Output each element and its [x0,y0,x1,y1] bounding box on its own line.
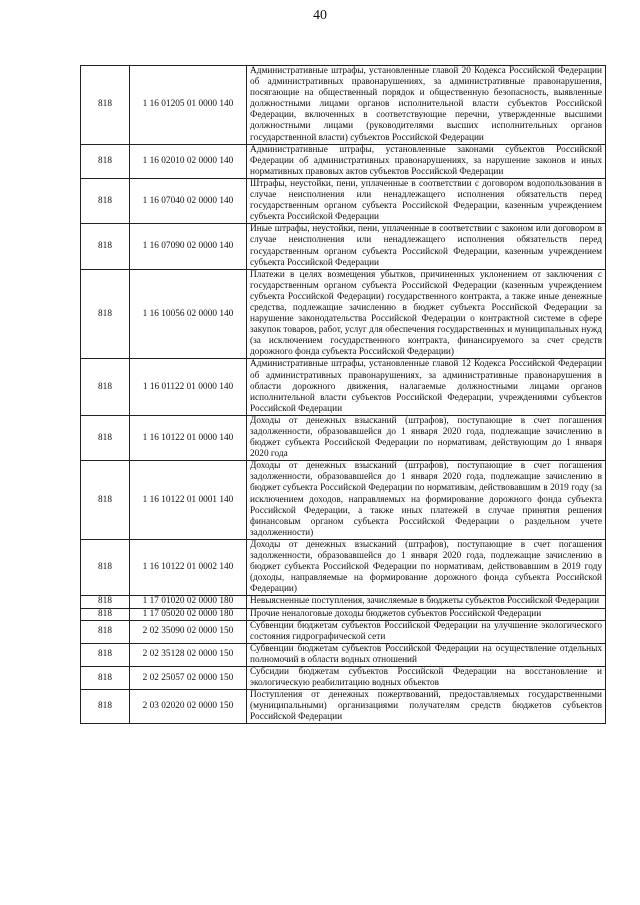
income-name-cell: Прочие неналоговые доходы бюджетов субъектов Российской Федерации [247,608,606,620]
admin-code-cell: 818 [81,596,130,608]
income-name-cell: Доходы от денежных взысканий (штрафов), поступающие в счет погашения задолженности, образовавшейся до 1 января 2020 года, подлежащие зачислению в бюджет субъекта Российской Федерации по нормативам, действовавшим в 2019 году (за исключением доходов, направляемых на формирование дорожного фонда субъекта Российской Федерации, а также иных платежей в случае принятия решения финансовым органом субъекта Российской Федерации о раздельном учете задолженности) [247,461,606,540]
budget-code-cell: 2 02 35090 02 0000 150 [130,620,247,643]
table-row [81,596,606,608]
table-row [81,415,606,460]
budget-code-cell: 1 16 01205 01 0000 140 [130,66,247,145]
budget-code-cell: 1 16 10122 01 0002 140 [130,539,247,595]
income-name-cell: Субвенции бюджетам субъектов Российской Федерации на улучшение экологического состояния гидрографической сети [247,620,606,643]
budget-code-cell: 2 03 02020 02 0000 150 [130,690,247,724]
budget-code-cell: 2 02 25057 02 0000 150 [130,666,247,689]
income-name-cell: Административные штрафы, установленные главой 12 Кодекса Российской Федерации об административных правонарушениях, за административные правонарушения в области дорожного движения, налагаемые должностными лицами органов исполнительной власти субъектов Российской Федерации, учреждениями субъектов Российской Федерации [247,359,606,415]
income-name-cell: Иные штрафы, неустойки, пени, уплаченные в соответствии с законом или договором в случае неисполнения или ненадлежащего исполнения обязательств перед государственным органом субъекта Российской Федерации, казенным учреждением субъекта Российской Федерации [247,224,606,269]
admin-code-cell: 818 [81,415,130,460]
income-name-cell: Доходы от денежных взысканий (штрафов), поступающие в счет погашения задолженности, образовавшейся до 1 января 2020 года, подлежащие зачислению в бюджет субъекта Российской Федерации по нормативам, действовавшим в 2019 году (доходы, направляемые на формирование дорожного фонда субъекта Российской Федерации) [247,539,606,595]
budget-code-cell: 1 17 05020 02 0000 180 [130,608,247,620]
income-name-cell: Платежи в целях возмещения убытков, причиненных уклонением от заключения с государственным органом субъекта Российской Федерации (казенным учреждением субъекта Российской Федерации) государственного контракта, а также иные денежные средства, подлежащие зачислению в бюджет субъекта Российской Федерации за нарушение законодательства Российской Федерации о контрактной системе в сфере закупок товаров, работ, услуг для обеспечения государственных и муниципальных нужд (за исключением государственного контракта, финансируемого за счет средств дорожного фонда субъекта Российской Федерации) [247,269,606,359]
income-name-cell: Штрафы, неустойки, пени, уплаченные в соответствии с договором водопользования в случае неисполнения или ненадлежащего исполнения обязательств перед государственным органом субъекта Российской Федерации, казенным учреждением субъекта Российской Федерации [247,178,606,223]
budget-code-cell: 1 16 02010 02 0000 140 [130,144,247,178]
budget-code-cell: 2 02 35128 02 0000 150 [130,643,247,666]
budget-code-cell: 1 16 10122 01 0000 140 [130,415,247,460]
income-name-cell: Административные штрафы, установленные законами субъектов Российской Федерации об административных правонарушениях, за нарушение законов и иных нормативных правовых актов субъектов Российской Федерации [247,144,606,178]
income-name-cell: Доходы от денежных взысканий (штрафов), поступающие в счет погашения задолженности, образовавшейся до 1 января 2020 года, подлежащие зачислению в бюджет субъекта Российской Федерации по нормативам, действующим до 1 января 2020 года [247,415,606,460]
admin-code-cell: 818 [81,608,130,620]
budget-code-cell: 1 16 07040 02 0000 140 [130,178,247,223]
admin-code-cell: 818 [81,643,130,666]
table-row [81,66,606,145]
table-row [81,539,606,595]
table-row [81,643,606,666]
admin-code-cell: 818 [81,666,130,689]
admin-code-cell: 818 [81,539,130,595]
admin-code-cell: 818 [81,461,130,540]
income-name-cell: Административные штрафы, установленные главой 20 Кодекса Российской Федерации об административных правонарушениях, за административные правонарушения, посягающие на общественный порядок и общественную безопасность, выявленные должностными лицами органов исполнительной власти субъектов Российской Федерации, включенных в соответствующие перечни, утвержденные высшими должностными лицами (руководителями высших исполнительных органов государственной власти) субъектов Российской Федерации [247,66,606,145]
budget-code-cell: 1 16 07090 02 0000 140 [130,224,247,269]
admin-code-cell: 818 [81,178,130,223]
budget-code-cell: 1 16 10056 02 0000 140 [130,269,247,359]
admin-code-cell: 818 [81,269,130,359]
income-name-cell: Невыясненные поступления, зачисляемые в бюджеты субъектов Российской Федерации [247,596,606,608]
table-row [81,178,606,223]
admin-code-cell: 818 [81,690,130,724]
table-row [81,461,606,540]
budget-classification-table [80,65,606,724]
table-row [81,224,606,269]
table-row [81,359,606,415]
admin-code-cell: 818 [81,144,130,178]
admin-code-cell: 818 [81,66,130,145]
income-name-cell: Субсидии бюджетам субъектов Российской Федерации на восстановление и экологическую реабилитацию водных объектов [247,666,606,689]
budget-code-cell: 1 16 10122 01 0001 140 [130,461,247,540]
table-row [81,620,606,643]
income-name-cell: Субвенции бюджетам субъектов Российской Федерации на осуществление отдельных полномочий в области водных отношений [247,643,606,666]
admin-code-cell: 818 [81,620,130,643]
page-number: 40 [313,8,327,23]
budget-code-cell: 1 17 01020 02 0000 180 [130,596,247,608]
budget-code-cell: 1 16 01122 01 0000 140 [130,359,247,415]
income-name-cell: Поступления от денежных пожертвований, предоставляемых государственными (муниципальными) организациями получателям средств бюджетов субъектов Российской Федерации [247,690,606,724]
admin-code-cell: 818 [81,224,130,269]
table-row [81,608,606,620]
table-row [81,690,606,724]
table-row [81,269,606,359]
table-row [81,144,606,178]
table-row [81,666,606,689]
admin-code-cell: 818 [81,359,130,415]
